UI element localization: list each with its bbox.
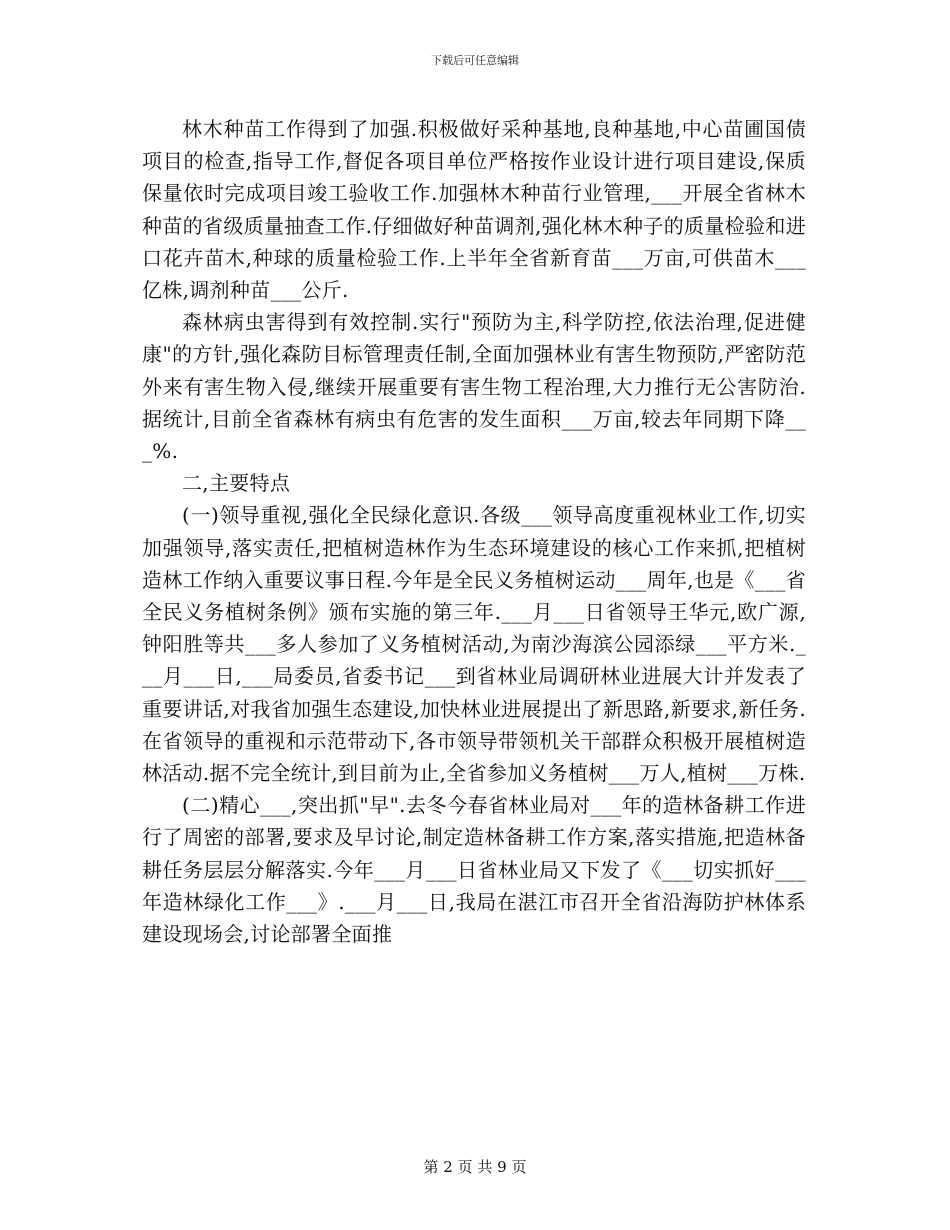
page-number: 第 2 页 共 9 页 [423, 1158, 527, 1176]
paragraph-pest-control: 森林病虫害得到有效控制.实行"预防为主,科学防控,依法治理,促进健康"的方针,强化森防目标管理责任制,全面加强林业有害生物预防,严密防范外来有害生物入侵,继续开展重要有害生物工程治理,大力推行无公害防治.据统计,目前全省森林有病虫有危害的发生面积___万亩,较去年同期下降___%. [142, 310, 806, 464]
page-header: 下载后可任意编辑 [431, 54, 519, 67]
paragraph-seedlings: 林木种苗工作得到了加强.积极做好采种基地,良种基地,中心苗圃国债项目的检查,指导工作,督促各项目单位严格按作业设计进行项目建设,保质保量依时完成项目竣工验收工作.加强林木种苗行业管理,___开展全省林木种苗的省级质量抽查工作.仔细做好种苗调剂,强化林木种子的质量检验和进口花卉苗木,种球的质量检验工作.上半年全省新育苗___万亩,可供苗木___亿株,调剂种苗___公斤. [142, 117, 806, 303]
paragraph-early-planning: (二)精心___,突出抓"早".去冬今春省林业局对___年的造林备耕工作进行了周密的部署,要求及早讨论,制定造林备耕工作方案,落实措施,把造林备耕任务层层分解落实.今年___月___日省林业局又下发了《___切实抓好___年造林绿化工作___》.___月___日,我局在湛江市召开全省沿海防护林体系建设现场会,讨论部署全面推 [142, 793, 806, 947]
paragraph-leadership: (一)领导重视,强化全民绿化意识.各级___领导高度重视林业工作,切实加强领导,落实责任,把植树造林作为生态环境建设的核心工作来抓,把植树造林工作纳入重要议事日程.今年是全民义务植树运动___周年,也是《___省全民义务植树条例》颁布实施的第三年.___月___日省领导王华元,欧广源,钟阳胜等共___多人参加了义务植树活动,为南沙海滨公园添绿___平方米.___月___日,___局委员,省委书记___到省林业局调研林业进展大计并发表了重要讲话,对我省加强生态建设,加快林业进展提出了新思路,新要求,新任务.在省领导的重视和示范带动下,各市领导带领机关干部群众积极开展植树造林活动.据不完全统计,到目前为止,全省参加义务植树___万人,植树___万株. [142, 503, 806, 786]
document-body [142, 113, 806, 950]
section-heading-main-features: 二,主要特点 [182, 471, 291, 496]
